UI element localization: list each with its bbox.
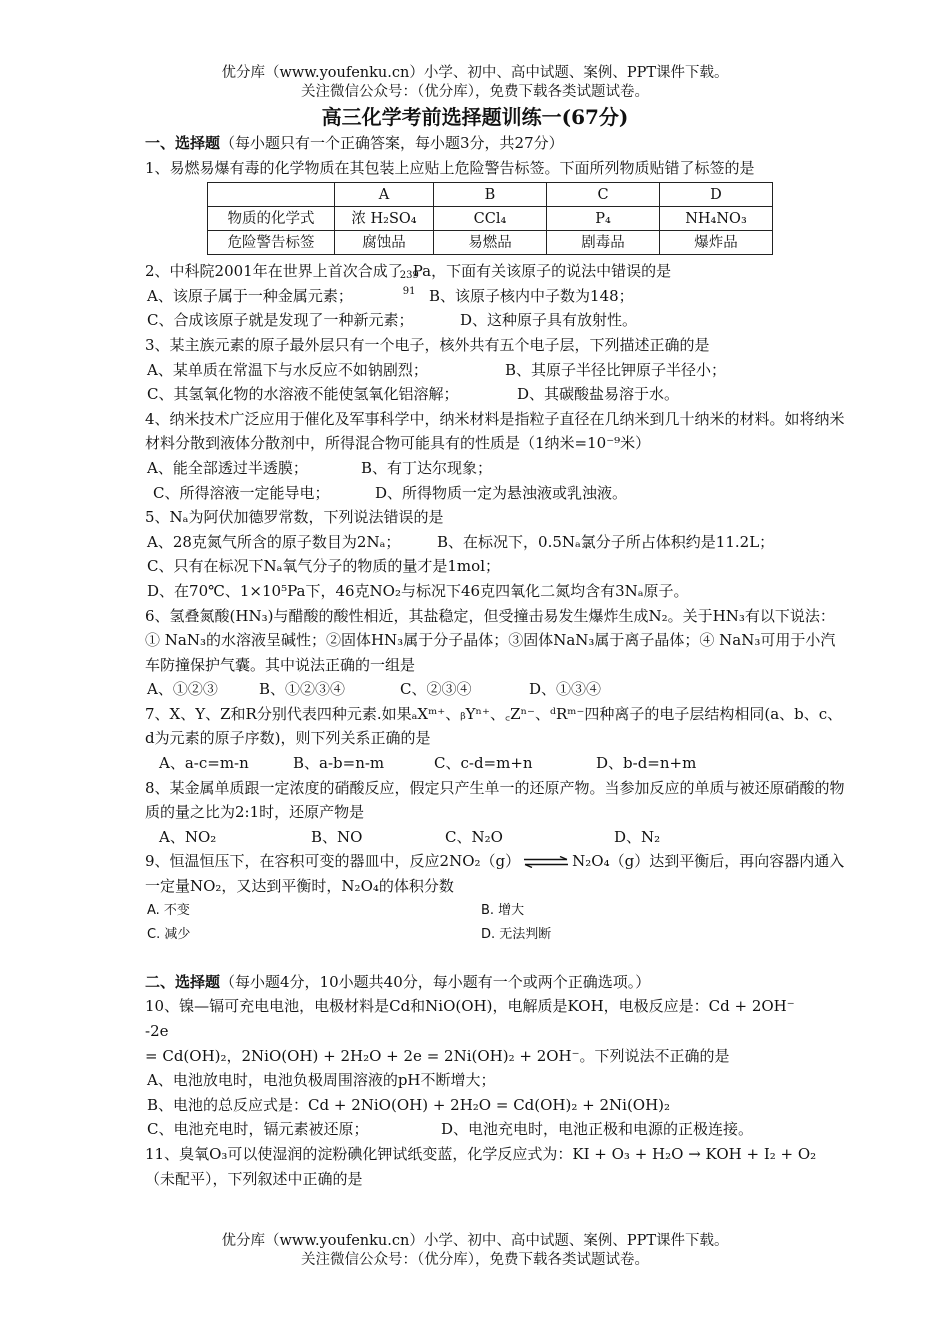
option-c: C、其氢氧化物的水溶液不能使氢氧化铝溶解；	[147, 385, 459, 404]
table-cell: 物质的化学式	[208, 207, 335, 231]
q3-options-ab	[145, 358, 845, 383]
footer-line-2: 关注微信公众号：（优分库），免费下载各类试题试卷。	[301, 1252, 649, 1268]
table-cell: 腐蚀品	[335, 231, 434, 255]
option-d: D、这种原子具有放射性。	[460, 311, 638, 330]
option-a: A、①②③	[147, 680, 218, 699]
option-d: D. 无法判断	[481, 927, 552, 943]
section-2-label: 二、选择题	[145, 972, 221, 991]
q9-stem	[145, 849, 845, 898]
table-cell: 剧毒品	[547, 231, 660, 255]
q11-stem: 11、臭氧O₃可以使湿润的淀粉碘化钾试纸变蓝，化学反应式为：KI + O₃ + H₂O → KOH + I₂ + O₂（未配平），下列叙述中正确的是	[145, 1144, 817, 1188]
table-cell: 浓 H₂SO₄	[335, 207, 434, 231]
q8-stem: 8、某金属单质跟一定浓度的硝酸反应，假定只产生单一的还原产物。当参加反应的单质与被还原硝酸的物质的量之比为2:1时，还原产物是	[145, 778, 845, 822]
option-d: D、①③④	[529, 680, 602, 699]
table-cell: P₄	[547, 207, 660, 231]
q10-stem-line-2: -2e	[145, 1022, 169, 1040]
section-2-heading	[145, 970, 845, 995]
q2-stem-text: 2、中科院2001年在世界上首次合成了	[145, 262, 403, 281]
q10-stem-line-3: = Cd(OH)₂，2NiO(OH) + 2H₂O + 2e = 2Ni(OH)₂ + 2OH⁻。下列说法不正确的是	[145, 1046, 730, 1065]
q3-stem: 3、某主族元素的原子最外层只有一个电子，核外共有五个电子层，下列描述正确的是	[145, 335, 710, 354]
option-d: D、b-d=n+m	[596, 754, 697, 773]
option-b: B、a-b=n-m	[293, 754, 385, 773]
table-cell	[208, 183, 335, 207]
option-c: C、合成该原子就是发现了一种新元素；	[147, 311, 414, 330]
q9-stem-tail: N₂O₄（g）达到平衡后，再向容器内通入一定量NO₂，又达到平衡时，N₂O₄的体积分数	[145, 852, 845, 896]
option-b: B、在标况下，0.5Nₐ氯分子所占体积约是11.2L；	[437, 532, 775, 551]
option-b: B、该原子核内中子数为148；	[429, 286, 634, 305]
header-line-1: 优分库（www.youfenku.cn）小学、初中、高中试题、案例、PPT课件下载。	[221, 65, 729, 81]
option-c: C、所得溶液一定能导电；	[153, 483, 330, 502]
option-b: B、其原子半径比钾原子半径小；	[505, 360, 727, 379]
section-1-note: （每小题只有一个正确答案，每小题3分，共27分）	[220, 134, 564, 152]
option-b: B、NO	[311, 827, 363, 846]
option-a: A、a-c=m-n	[159, 754, 249, 773]
option-a: A、某单质在常温下与水反应不如钠剧烈；	[147, 360, 428, 379]
section-2-note: （每小题4分，10小题共40分，每小题有一个或两个正确选项。）	[220, 972, 651, 991]
table-cell: CCl₄	[434, 207, 547, 231]
option-b: B、①②③④	[259, 680, 346, 699]
header-line-2: 关注微信公众号：（优分库），免费下载各类试题试卷。	[301, 84, 649, 100]
option-a: A、28克氮气所含的原子数目为2Nₐ；	[147, 532, 401, 551]
q4-options-cd	[145, 481, 845, 506]
q10-stem-line-1: 10、镍—镉可充电电池，电极材料是Cd和NiO(OH)，电解质是KOH，电极反应是：Cd + 2OH⁻	[145, 997, 795, 1016]
page-title: 高三化学考前选择题训练一(67分)	[321, 105, 629, 129]
q3-options-cd	[145, 382, 845, 407]
option-a: A. 不变	[147, 902, 190, 918]
q6-stem: 6、氢叠氮酸(HN₃)与醋酸的酸性相近，其盐稳定，但受撞击易发生爆炸生成N₂。关于HN₃有以下说法：① NaN₃的水溶液呈碱性；②固体HN₃属于分子晶体；③固体NaN₃属于离子晶体；④ NaN₃可用于小汽车防撞保护气囊。其中说法正确的一组是	[145, 606, 836, 674]
q10-option-b: B、电池的总反应式是：Cd + 2NiO(OH) + 2H₂O = Cd(OH)₂ + 2Ni(OH)₂	[147, 1095, 671, 1114]
q9-stem-text: 9、恒温恒压下，在容积可变的器皿中，反应2NO₂（g）	[145, 852, 521, 871]
section-spacer	[145, 948, 845, 970]
table-header-row	[208, 183, 773, 207]
option-b: B、有丁达尔现象；	[361, 458, 493, 477]
q2-stem-tail: Pa，下面有关该原子的说法中错误的是	[412, 262, 672, 281]
q2-options-cd	[145, 308, 845, 333]
q7-options	[145, 751, 845, 776]
option-a: A、NO₂	[159, 827, 217, 846]
q7-stem: 7、X、Y、Z和R分别代表四种元素.如果ₐXᵐ⁺、ᵦYⁿ⁺、꜀Zⁿ⁻、ᵈRᵐ⁻四种离子的电子层结构相同(a、b、c、d为元素的原子序数)，则下列关系正确的是	[145, 704, 843, 748]
q10-option-a: A、电池放电时，电池负极周围溶液的pH不断增大；	[147, 1071, 496, 1090]
option-d: D、电池充电时，电池正极和电源的正极连接。	[441, 1120, 754, 1139]
option-c: C、②③④	[400, 680, 472, 699]
table-cell: A	[335, 183, 434, 207]
table-cell: 危险警告标签	[208, 231, 335, 255]
section-1-heading	[145, 131, 845, 156]
section-1-label: 一、选择题	[145, 134, 221, 152]
mass-number: 239	[399, 270, 419, 282]
reversible-arrow-icon	[523, 856, 569, 868]
table-cell: 爆炸品	[660, 231, 773, 255]
option-d: D、N₂	[614, 827, 661, 846]
q9-options-ab	[145, 899, 845, 924]
option-c: C、N₂O	[445, 827, 503, 846]
q4-options-ab	[145, 456, 845, 481]
table-cell: NH₄NO₃	[660, 207, 773, 231]
table-cell: C	[547, 183, 660, 207]
table-cell: D	[660, 183, 773, 207]
q6-options	[145, 677, 845, 702]
q4-stem: 4、纳米技术广泛应用于催化及军事科学中，纳米材料是指粒子直径在几纳米到几十纳米的材料。如将纳米材料分散到液体分散剂中，所得混合物可能具有的性质是（1纳米=10⁻⁹米）	[145, 409, 845, 453]
atomic-number: 91	[402, 286, 416, 298]
option-c: C、电池充电时，镉元素被还原；	[147, 1120, 369, 1139]
option-c: C. 减少	[147, 927, 191, 943]
q5-stem: 5、Nₐ为阿伏加德罗常数，下列说法错误的是	[145, 508, 444, 527]
option-a: A、能全部透过半透膜；	[147, 458, 308, 477]
table-row	[208, 231, 773, 255]
q5-option-c: C、只有在标况下Nₐ氧气分子的物质的量才是1mol；	[147, 557, 500, 576]
hazard-label-table	[207, 182, 773, 255]
footer-line-1: 优分库（www.youfenku.cn）小学、初中、高中试题、案例、PPT课件下载。	[221, 1233, 729, 1249]
q9-options-cd	[145, 923, 845, 948]
q8-options	[145, 825, 845, 850]
option-a: A、该原子属于一种金属元素；	[147, 286, 353, 305]
question-body	[145, 131, 845, 1191]
q1-stem: 1、易燃易爆有毒的化学物质在其包装上应贴上危险警告标签。下面所列物质贴错了标签的是	[145, 158, 755, 177]
table-cell: 易燃品	[434, 231, 547, 255]
q10-options-cd	[145, 1117, 845, 1142]
q2-options-ab	[145, 284, 845, 309]
option-d: D、所得物质一定为悬浊液或乳浊液。	[375, 483, 628, 502]
table-cell: B	[434, 183, 547, 207]
option-b: B. 增大	[481, 902, 525, 918]
table-row	[208, 207, 773, 231]
q5-option-d: D、在70℃、1×10⁵Pa下，46克NO₂与标况下46克四氧化二氮均含有3Nₐ原子。	[147, 581, 689, 600]
q5-options-ab	[145, 530, 845, 555]
option-d: D、其碳酸盐易溶于水。	[517, 385, 680, 404]
option-c: C、c-d=m+n	[434, 754, 533, 773]
